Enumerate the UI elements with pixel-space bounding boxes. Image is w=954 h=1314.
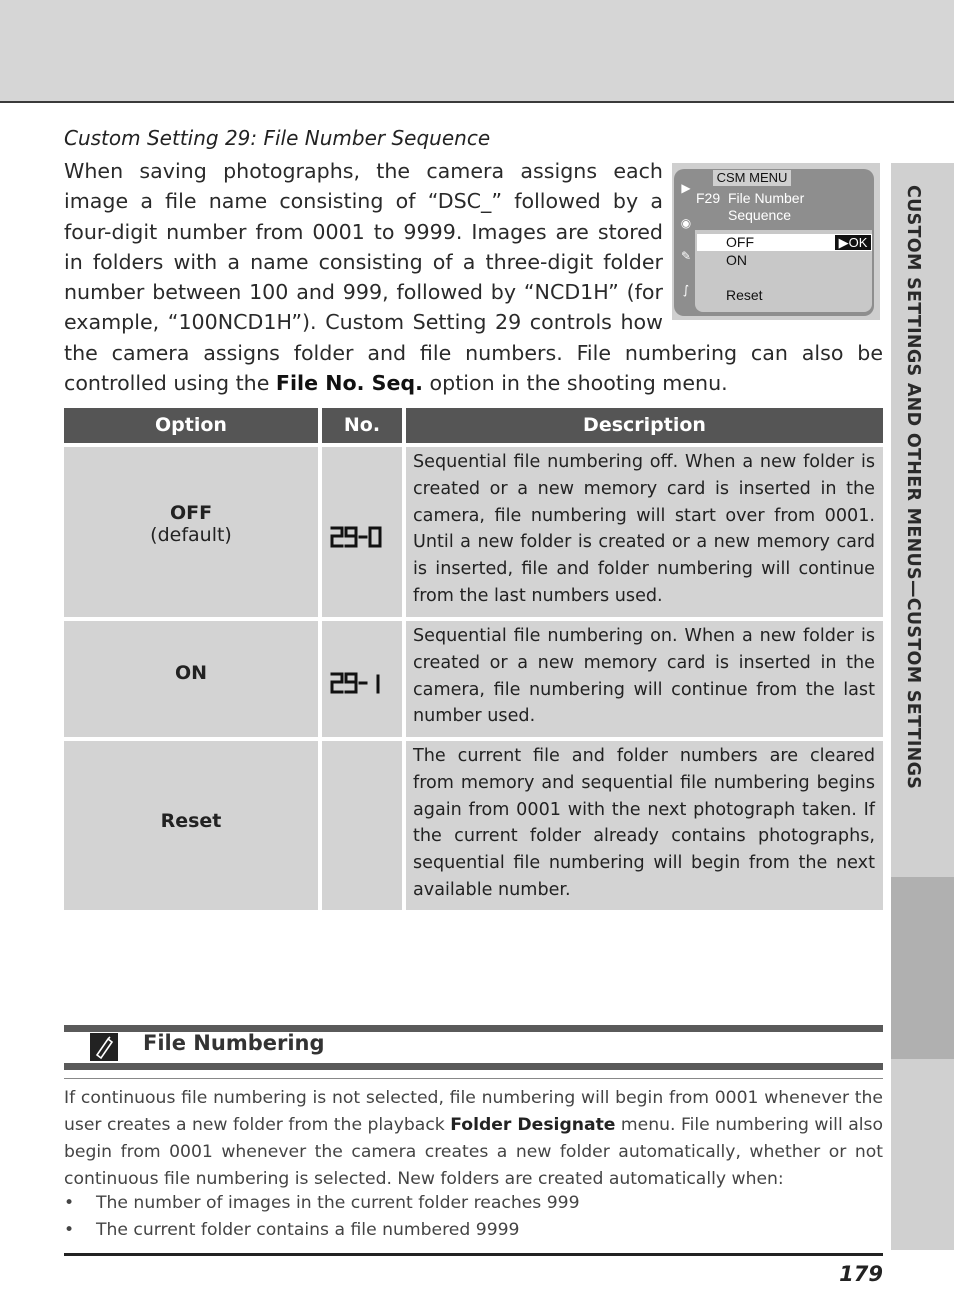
option-on xyxy=(64,662,318,684)
intro-text-1: When saving photographs, the camera assigns each image a file name consisting of “DSC_” followed by a four-digit number from 0001 to 9999. Images are stored in folders with a name consisting of a three-digit folder number between 100 and 999, followed by “NCD1H” (for example, “100NCD1H”). Custom Setting 29 controls how the camera assigns folder and file numbers. File numbering can also be controlled using the xyxy=(64,159,883,396)
bottom-rule xyxy=(64,1253,883,1256)
note-text-1: If continuous file numbering is not selected, file numbering will begin from 0001 whenever the user creates a new folder from the playback xyxy=(64,1088,883,1135)
description-reset: The current file and folder numbers are cleared from memory and sequential file numbering begins again from 0001 with the next photograph taken. If the current folder already contains photographs, sequential file numbering will begin from the next available number. xyxy=(413,746,875,900)
option-reset-label: Reset xyxy=(160,810,222,832)
bullet-text: The current folder contains a file numbered 9999 xyxy=(96,1220,520,1240)
pencil-icon: ✎ xyxy=(680,249,692,263)
menu-title: CSM MENU xyxy=(713,170,791,186)
bullet-text: The number of images in the current folder reaches 999 xyxy=(96,1193,580,1213)
note-title: File Numbering xyxy=(143,1031,325,1055)
note-pencil-icon xyxy=(90,1033,118,1061)
header-no: No. xyxy=(322,408,402,443)
playback-icon: ▶ xyxy=(681,181,691,195)
section-title: Custom Setting 29: File Number Sequence xyxy=(64,126,491,150)
menu-option-off: OFF xyxy=(726,234,754,250)
note-bottom-bar xyxy=(64,1063,883,1070)
menu-code: F29 xyxy=(696,190,721,206)
lcd-digits-29-0 xyxy=(329,525,389,549)
option-off-label: OFF xyxy=(169,502,213,524)
note-bold: Folder Designate xyxy=(450,1115,616,1135)
page-number: 179 xyxy=(839,1262,883,1286)
menu-option-reset: Reset xyxy=(726,287,763,303)
camera-icon: ◉ xyxy=(680,216,692,230)
option-off-default: (default) xyxy=(150,524,232,546)
note-paragraph xyxy=(64,1085,883,1193)
menu-item-name-2: Sequence xyxy=(728,207,792,223)
header-option: Option xyxy=(64,408,318,443)
top-band xyxy=(0,0,954,103)
table-cell xyxy=(322,741,402,910)
intro-text-2: option in the shooting menu. xyxy=(422,371,728,396)
chapter-side-label: CUSTOM SETTINGS AND OTHER MENUS—CUSTOM SETTINGS xyxy=(903,185,923,790)
ok-badge: ▶OK xyxy=(835,235,871,250)
menu-option-on: ON xyxy=(726,252,747,268)
option-on-label: ON xyxy=(174,662,208,684)
option-reset xyxy=(64,810,318,832)
description-on: Sequential file numbering on. When a new folder is created or a new memory card is inserted in the camera, file numbering will continue from the last number used. xyxy=(413,626,875,727)
lcd-digits-29-1 xyxy=(329,671,389,695)
bullet-dot: • xyxy=(64,1193,75,1213)
menu-item-name-1: File Number xyxy=(728,190,805,206)
note-text-2: menu. File numbering will also begin from 0001 whenever the camera creates a new folder automatically, whether or not continuous file numbering is selected. New folders are created automatically when: xyxy=(64,1115,883,1189)
side-tab-marker xyxy=(891,877,954,1059)
description-off: Sequential file numbering off. When a new folder is created or a new memory card is inserted in the camera, file numbering will start over from 0001. Until a new folder is created or a new memory card is inserted, file and folder numbering will continue from the last numbers used. xyxy=(413,452,875,606)
header-description: Description xyxy=(406,408,883,443)
note-rule xyxy=(64,1078,883,1079)
intro-bold: File No. Seq. xyxy=(275,371,423,396)
wrench-icon: ∫ xyxy=(682,283,690,297)
ok-label: OK xyxy=(848,235,868,250)
option-off xyxy=(64,502,318,546)
bullet-dot: • xyxy=(64,1220,75,1240)
